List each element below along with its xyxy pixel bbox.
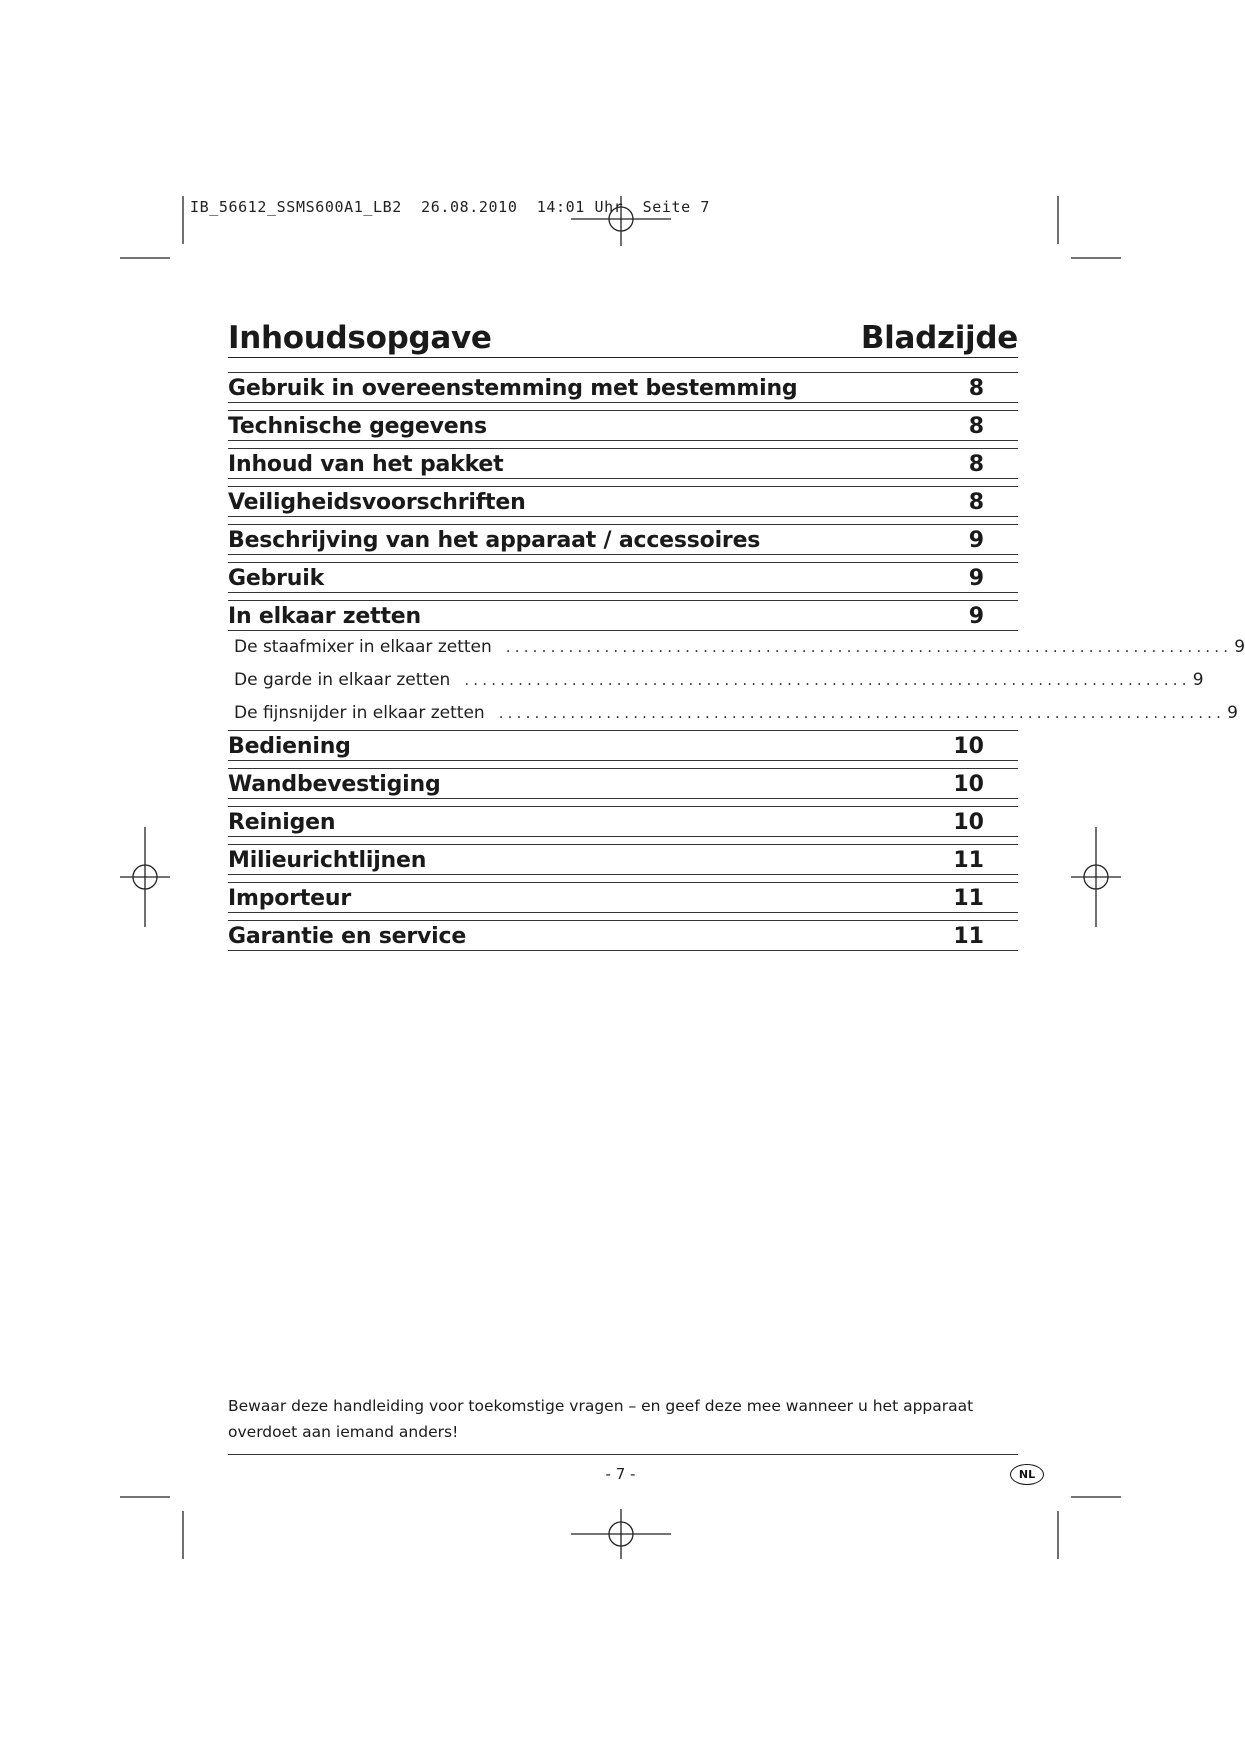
toc-header bbox=[228, 318, 1018, 358]
toc-entry bbox=[228, 882, 1018, 913]
toc-subentry-label: De staafmixer in elkaar zetten bbox=[234, 637, 492, 657]
toc-subentry-page: 9 bbox=[1192, 670, 1204, 690]
language-badge: NL bbox=[1010, 1464, 1044, 1485]
toc-subentry bbox=[228, 631, 1245, 664]
toc-entry bbox=[228, 920, 1018, 951]
page-number: - 7 - bbox=[605, 1465, 636, 1483]
toc-entry-page: 9 bbox=[968, 603, 984, 629]
toc-page-column-label: Bladzijde bbox=[860, 320, 1018, 356]
toc-subentry-page: 9 bbox=[1234, 637, 1245, 657]
toc-entry-label: Gebruik bbox=[228, 565, 325, 591]
toc-entry bbox=[228, 486, 1018, 517]
toc-entry-label: Reinigen bbox=[228, 809, 336, 835]
toc-entry bbox=[228, 844, 1018, 875]
toc-entry-page: 9 bbox=[968, 527, 984, 553]
toc-entry-label: Importeur bbox=[228, 885, 351, 911]
toc-entry-page: 10 bbox=[953, 771, 984, 797]
toc-entry-page: 8 bbox=[968, 451, 984, 477]
toc-entry bbox=[228, 730, 1018, 761]
toc-entry-page: 10 bbox=[953, 733, 984, 759]
registration-mark-left bbox=[120, 827, 170, 927]
toc-entry-label: Veiligheidsvoorschriften bbox=[228, 489, 526, 515]
toc-entry-label: Bediening bbox=[228, 733, 351, 759]
toc-entry-page: 8 bbox=[968, 413, 984, 439]
toc-subentries bbox=[228, 631, 1245, 730]
toc-entry-label: Gebruik in overeenstemming met bestemming bbox=[228, 375, 798, 401]
toc-subentry-label: De garde in elkaar zetten bbox=[234, 670, 451, 690]
toc-entry bbox=[228, 524, 1018, 555]
toc-entry-page: 11 bbox=[953, 885, 984, 911]
toc-entry-page: 11 bbox=[953, 847, 984, 873]
toc-entry-page: 11 bbox=[953, 923, 984, 949]
footer-divider bbox=[228, 1454, 1018, 1455]
table-of-contents bbox=[228, 318, 1245, 958]
toc-subentry-page: 9 bbox=[1227, 703, 1238, 723]
toc-entry bbox=[228, 448, 1018, 479]
toc-entries bbox=[228, 372, 1245, 951]
toc-entry bbox=[228, 410, 1018, 441]
toc-entry-page: 9 bbox=[968, 565, 984, 591]
registration-mark-bottom bbox=[571, 1509, 671, 1559]
toc-entry bbox=[228, 600, 1018, 631]
toc-entry-page: 10 bbox=[953, 809, 984, 835]
toc-entry-label: Technische gegevens bbox=[228, 413, 487, 439]
toc-subentry bbox=[228, 664, 1204, 697]
toc-entry-page: 8 bbox=[968, 489, 984, 515]
toc-entry bbox=[228, 768, 1018, 799]
toc-entry-label: In elkaar zetten bbox=[228, 603, 421, 629]
toc-entry bbox=[228, 562, 1018, 593]
registration-mark-right bbox=[1071, 827, 1121, 927]
toc-entry-label: Milieurichtlijnen bbox=[228, 847, 427, 873]
dot-leader: ................................................................................. bbox=[464, 671, 1191, 689]
dot-leader: ................................................................................. bbox=[498, 704, 1226, 722]
toc-subentry-label: De fijnsnijder in elkaar zetten bbox=[234, 703, 485, 723]
toc-title: Inhoudsopgave bbox=[228, 320, 492, 356]
print-slug-line: IB_56612_SSMS600A1_LB2 26.08.2010 14:01 Uhr Seite 7 bbox=[190, 198, 711, 216]
toc-entry-label: Wandbevestiging bbox=[228, 771, 441, 797]
toc-entry-page: 8 bbox=[968, 375, 984, 401]
footer-note: Bewaar deze handleiding voor toekomstige vragen – en geef deze mee wanneer u het apparaat overdoet aan iemand anders! bbox=[228, 1397, 974, 1441]
toc-entry-label: Inhoud van het pakket bbox=[228, 451, 504, 477]
toc-entry bbox=[228, 372, 1018, 403]
dot-leader: ................................................................................. bbox=[505, 638, 1233, 656]
toc-entry-label: Garantie en service bbox=[228, 923, 467, 949]
toc-entry bbox=[228, 806, 1018, 837]
toc-entry-label: Beschrijving van het apparaat / accessoires bbox=[228, 527, 761, 553]
toc-subentry bbox=[228, 697, 1238, 730]
